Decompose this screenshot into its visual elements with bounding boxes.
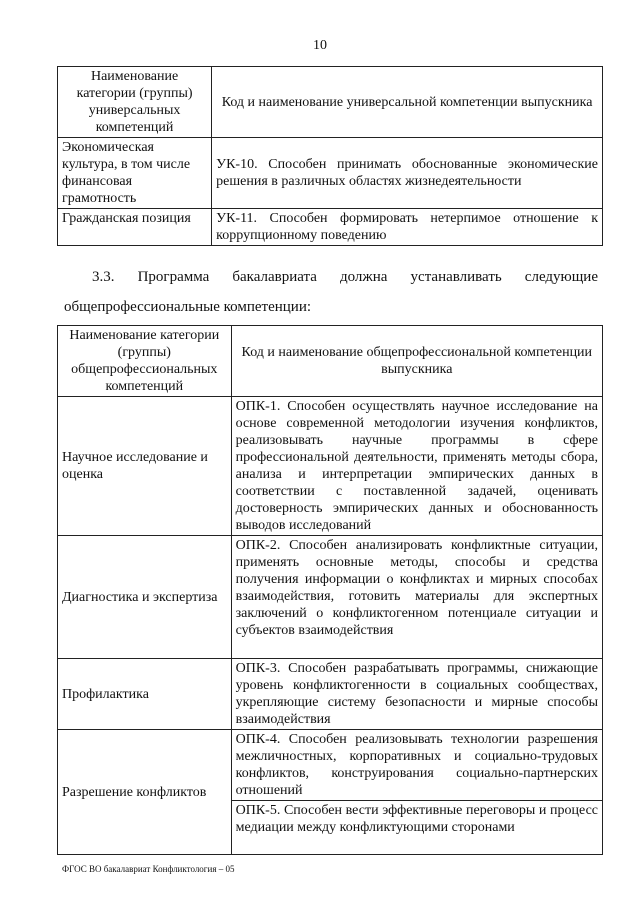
section-paragraph <box>64 262 598 322</box>
table-row <box>58 209 603 246</box>
category-cell: Диагностика и экспертиза <box>58 536 232 659</box>
header-category: Наименование категории (группы) универсальных компетенций <box>58 67 212 138</box>
paragraph-word: Программа <box>137 269 210 285</box>
table-row <box>58 536 603 659</box>
category-cell: Научное исследование и оценка <box>58 397 232 536</box>
competence-cell: УК-10. Способен принимать обоснованные экономические решения в различных областях жизнедеятельности <box>212 138 603 209</box>
paragraph-word: устанавливать <box>410 269 502 285</box>
paragraph-word: бакалавриата <box>232 269 317 285</box>
category-cell: Экономическая культура, в том числе финансовая грамотность <box>58 138 212 209</box>
document-footer: ФГОС ВО бакалавриат Конфликтология – 05 <box>62 864 235 874</box>
competence-cell: ОПК-3. Способен разрабатывать программы, снижающие уровень конфликтогенности в социальных сообществах, укрепляющие систему безопасности и мирные способы взаимодействия <box>231 659 602 730</box>
table-row <box>58 659 603 730</box>
header-competence: Код и наименование универсальной компетенции выпускника <box>212 67 603 138</box>
general-professional-competences-table <box>57 325 603 855</box>
table-row <box>58 730 603 801</box>
paragraph-line-1 <box>92 262 598 292</box>
competence-cell: ОПК-5. Способен вести эффективные переговоры и процесс медиации между конфликтующими сторонами <box>231 801 602 855</box>
table-row <box>58 397 603 536</box>
competence-cell: ОПК-4. Способен реализовывать технологии разрешения межличностных, корпоративных и социально-трудовых конфликтов, конструирования социально-партнерских отношений <box>231 730 602 801</box>
header-competence: Код и наименование общепрофессиональной компетенции выпускника <box>231 326 602 397</box>
section-number: 3.3. <box>92 269 115 285</box>
header-category: Наименование категории (группы) общепрофессиональных компетенций <box>58 326 232 397</box>
table-header-row <box>58 326 603 397</box>
competence-cell: УК-11. Способен формировать нетерпимое отношение к коррупционному поведению <box>212 209 603 246</box>
universal-competences-table <box>57 66 603 246</box>
table-row <box>58 138 603 209</box>
paragraph-line-2: общепрофессиональные компетенции: <box>64 299 312 315</box>
category-cell: Гражданская позиция <box>58 209 212 246</box>
page-number: 10 <box>313 38 327 53</box>
paragraph-word: следующие <box>524 269 598 285</box>
table-header-row <box>58 67 603 138</box>
category-cell: Разрешение конфликтов <box>58 730 232 855</box>
category-cell: Профилактика <box>58 659 232 730</box>
competence-cell: ОПК-1. Способен осуществлять научное исследование на основе современной методологии изучения конфликтов, реализовывать научные программы в сфере профессиональной деятельности, применять методы сбора, анализа и интерпретации эмпирических данных в соответствии с поставленной задачей, оценивать достоверность эмпирических данных и обоснованность выводов исследований <box>231 397 602 536</box>
paragraph-word: должна <box>339 269 388 285</box>
competence-cell: ОПК-2. Способен анализировать конфликтные ситуации, применять основные методы, способы и средства получения информации о конфликтах и мирных способах взаимодействия, готовить материалы для экспертных заключений о конфликтогенном потенциале ситуации и субъектов взаимодействия <box>231 536 602 659</box>
